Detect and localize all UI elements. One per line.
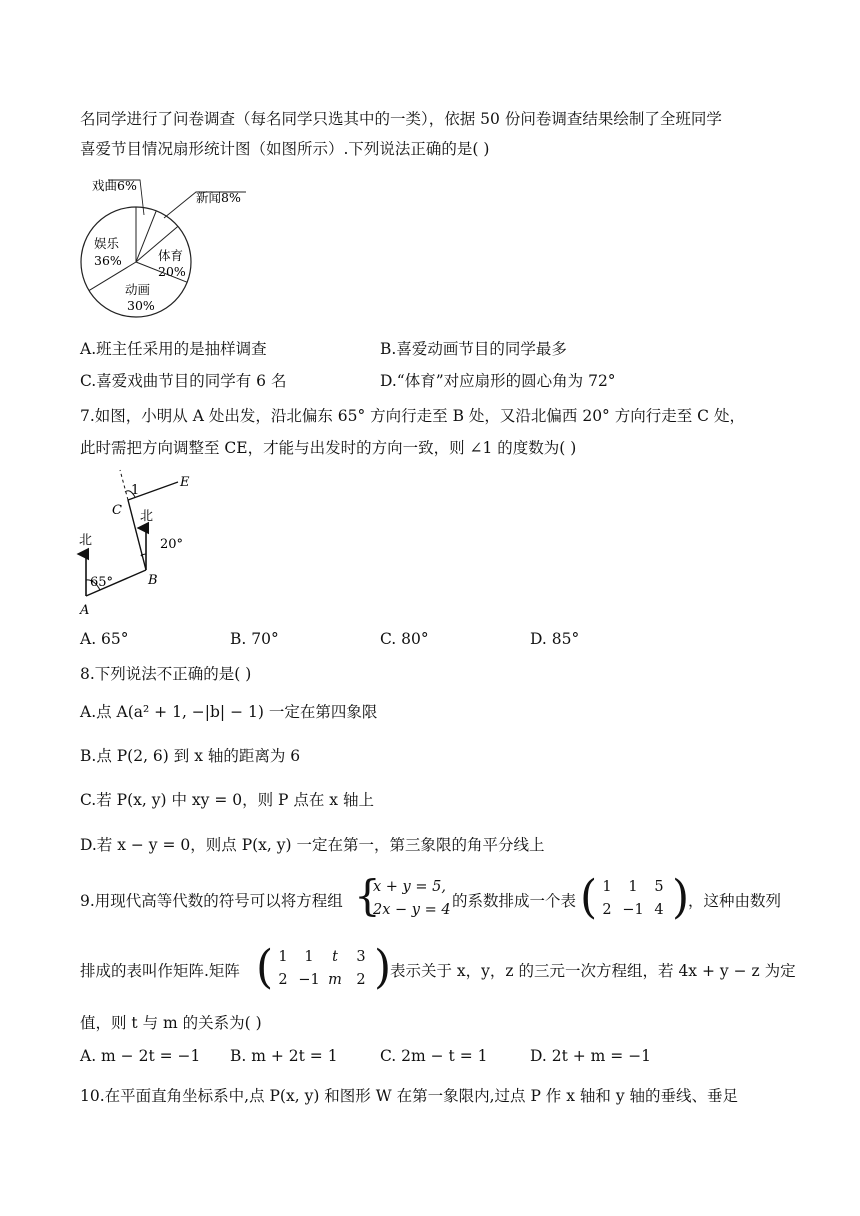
system-brace: { — [354, 871, 381, 920]
q6-option-b: B.喜爱动画节目的同学最多 — [380, 340, 567, 358]
matrix1-row1: 1 1 5 — [602, 879, 664, 895]
north-a: 北 — [79, 533, 93, 548]
matrix2-row2: 2 −1 m 2 — [278, 972, 366, 988]
label-xinwen: 新闻8% — [196, 190, 241, 205]
q9-option-c: C. 2m − t = 1 — [380, 1047, 488, 1065]
q9-option-a: A. m − 2t = −1 — [80, 1047, 201, 1065]
matrix1-row2: 2 −1 4 — [602, 902, 664, 918]
q9-option-b: B. m + 2t = 1 — [230, 1047, 338, 1065]
q9-line2-post: 表示关于 x，y，z 的三元一次方程组，若 4x + y − z 为定 — [390, 962, 796, 980]
q9-option-d: D. 2t + m = −1 — [530, 1047, 652, 1065]
q6-intro-line1: 名同学进行了问卷调查（每名同学只选其中的一类），依据 50 份问卷调查结果绘制了全班同学 — [80, 110, 722, 128]
q9-post: ，这种由数列 — [688, 892, 782, 910]
q6-intro-line2: 喜爱节目情况扇形统计图（如图所示）.下列说法正确的是( ) — [80, 140, 490, 158]
point-e: E — [180, 475, 190, 490]
label-tiyu-pct: 20% — [158, 264, 186, 279]
matrix2-right-paren: ) — [374, 940, 392, 995]
matrix1-left-paren: ( — [580, 870, 598, 925]
label-tiyu: 体育 — [158, 248, 184, 263]
q9-pre: 9.用现代高等代数的符号可以将方程组 — [80, 892, 343, 910]
point-b: B — [148, 573, 158, 588]
label-donghua-pct: 30% — [127, 298, 155, 313]
q7-option-c: C. 80° — [380, 630, 429, 648]
label-donghua: 动画 — [125, 282, 151, 297]
system-row1: x + y = 5, — [373, 879, 446, 895]
q6-option-a: A.班主任采用的是抽样调查 — [80, 340, 267, 358]
point-c: C — [112, 503, 122, 518]
label-yule: 娱乐 — [94, 236, 120, 251]
q9-line2-pre: 排成的表叫作矩阵.矩阵 — [80, 962, 240, 980]
q8-option-a: A.点 A(a² + 1, −|b| − 1) 一定在第四象限 — [80, 703, 378, 721]
q7-option-a: A. 65° — [80, 630, 129, 648]
system-row2: 2x − y = 4 — [373, 902, 451, 918]
q7-option-b: B. 70° — [230, 630, 279, 648]
angle-1: 1 — [131, 483, 140, 498]
label-xiqu: 戏曲6% — [92, 178, 137, 193]
q10-line1: 10.在平面直角坐标系中,点 P(x, y) 和图形 W 在第一象限内,过点 P 作 x 轴和 y 轴的垂线、垂足 — [80, 1087, 739, 1105]
north-b: 北 — [140, 509, 154, 524]
pie-chart — [78, 170, 258, 320]
q9-mid: 的系数排成一个表 — [452, 892, 577, 910]
q8-stem: 8.下列说法不正确的是( ) — [80, 665, 252, 683]
angle-20: 20° — [160, 537, 184, 552]
q6-option-c: C.喜爱戏曲节目的同学有 6 名 — [80, 372, 287, 390]
q8-option-d: D.若 x − y = 0，则点 P(x, y) 一定在第一，第三象限的角平分线上 — [80, 836, 545, 854]
q7-option-d: D. 85° — [530, 630, 580, 648]
q8-option-b: B.点 P(2, 6) 到 x 轴的距离为 6 — [80, 747, 301, 765]
q8-option-c: C.若 P(x, y) 中 xy = 0，则 P 点在 x 轴上 — [80, 791, 374, 809]
q9-line3: 值，则 t 与 m 的关系为( ) — [80, 1014, 262, 1032]
label-yule-pct: 36% — [94, 253, 122, 268]
angle-65: 65° — [90, 575, 114, 590]
matrix2-left-paren: ( — [256, 940, 274, 995]
q6-option-d: D.“体育”对应扇形的圆心角为 72° — [380, 372, 616, 390]
direction-figure — [76, 468, 206, 618]
matrix2-row1: 1 1 t 3 — [278, 949, 366, 965]
q7-line1: 7.如图，小明从 A 处出发，沿北偏东 65° 方向行走至 B 处，又沿北偏西 20° 方向行走至 C 处， — [80, 407, 745, 425]
matrix1-right-paren: ) — [672, 870, 690, 925]
q7-line2: 此时需把方向调整至 CE，才能与出发时的方向一致，则 ∠1 的度数为( ) — [80, 439, 577, 457]
point-a: A — [80, 603, 90, 618]
